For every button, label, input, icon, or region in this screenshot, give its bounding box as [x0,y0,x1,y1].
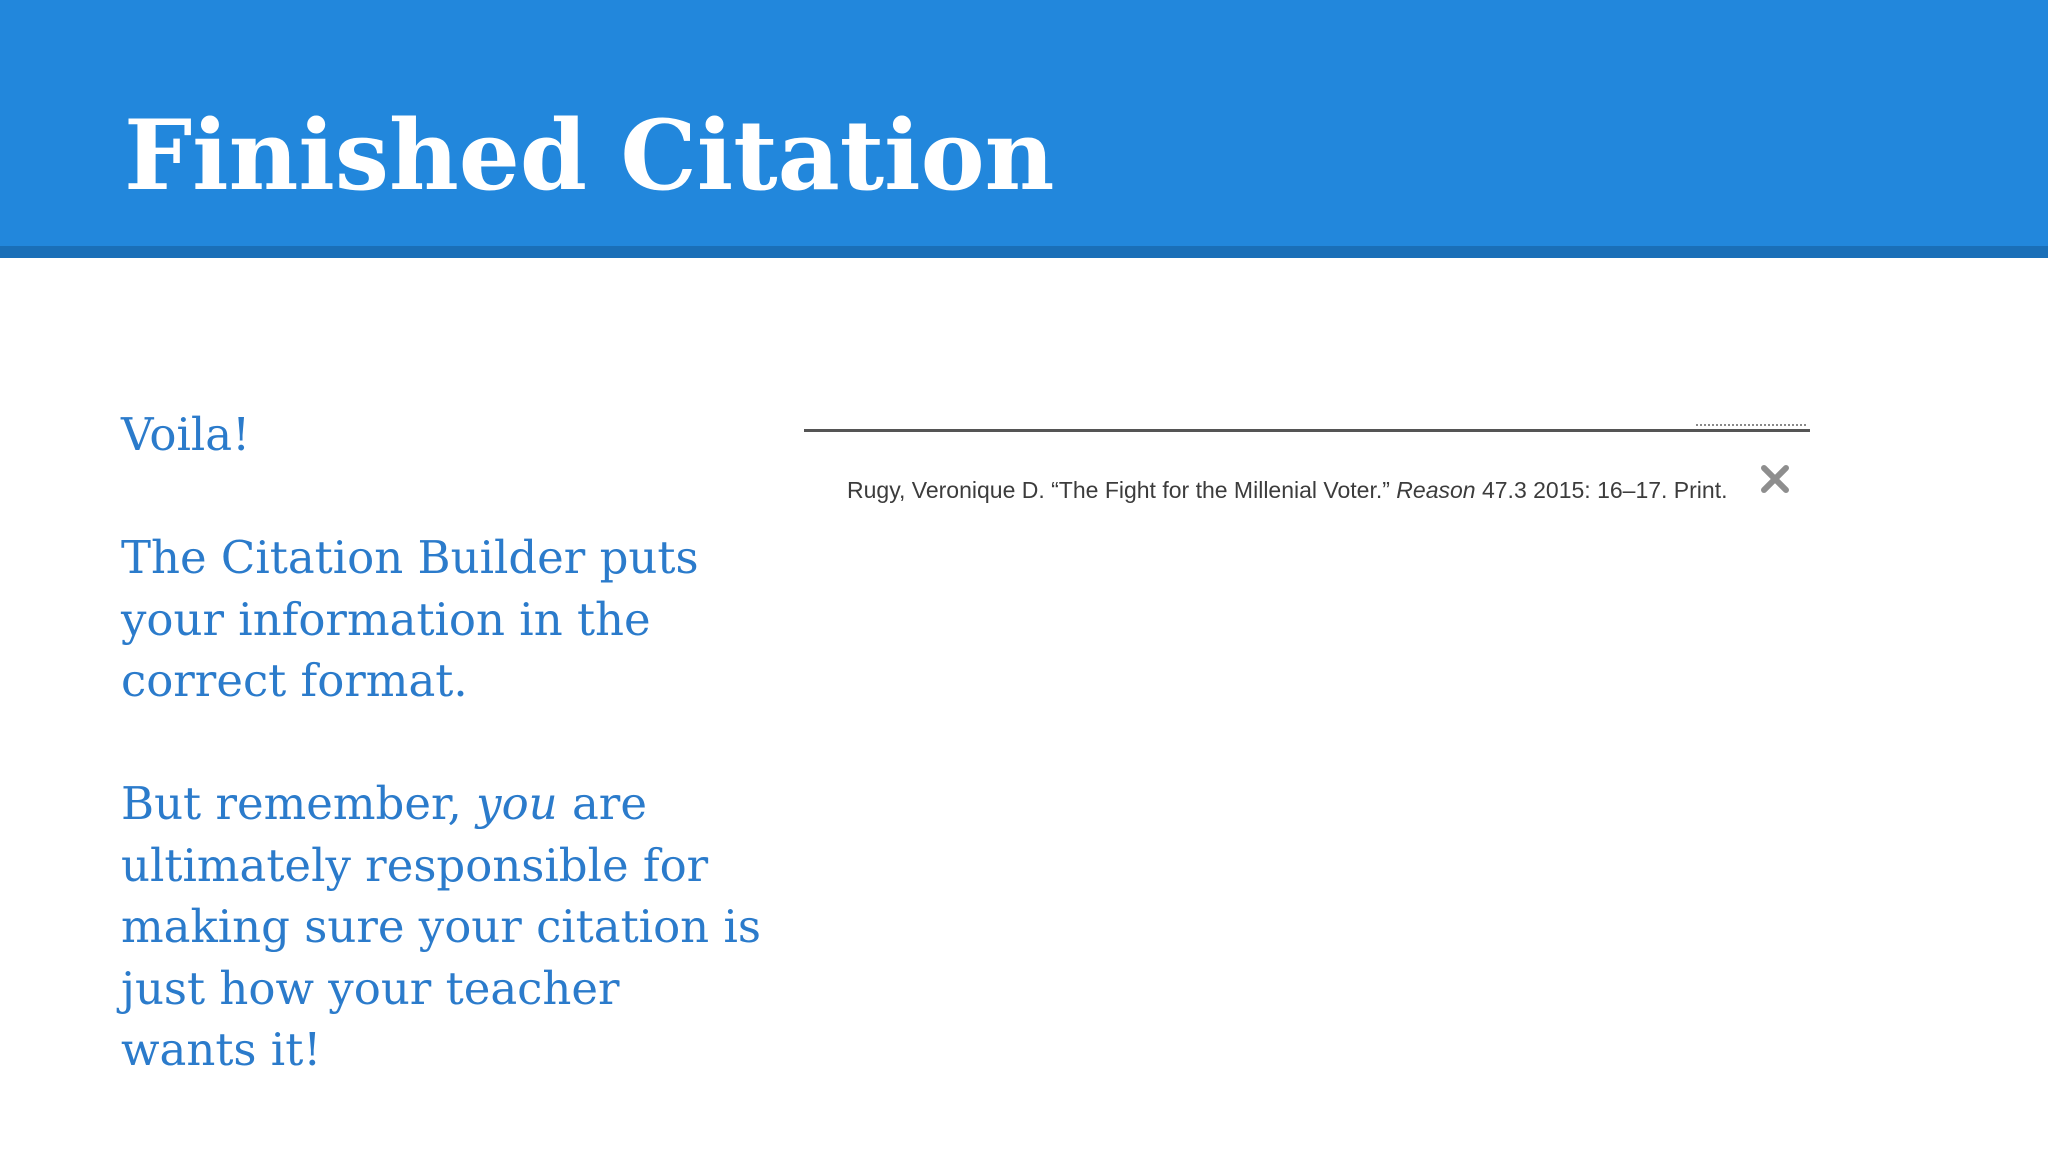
reminder-text [121,773,761,1081]
citation-top-rule [804,429,1810,432]
citation-author-title: Rugy, Veronique D. “The Fight for the Millenial Voter.” [847,477,1397,503]
citation-journal: Reason [1396,477,1476,503]
citation-rule-fragment [1696,424,1806,431]
reminder-emphasis: you [476,777,558,830]
slide-title: Finished Citation [124,99,1055,212]
reminder-text-start: But remember, [121,777,477,830]
close-icon[interactable] [1758,462,1792,496]
intro-text: Voila! [121,408,251,461]
builder-text: The Citation Builder puts your information in the correct format. [121,531,699,707]
slide-body [121,404,761,1081]
title-bar-shadow [0,246,2048,258]
citation-publication-details: 47.3 2015: 16–17. Print. [1475,477,1728,503]
citation-screenshot [804,424,1810,554]
finished-citation [847,474,1767,506]
title-bar [0,0,2048,246]
reminder-text-end: are ultimately responsible for making sure your citation is just how your teacher wants it! [121,777,761,1076]
